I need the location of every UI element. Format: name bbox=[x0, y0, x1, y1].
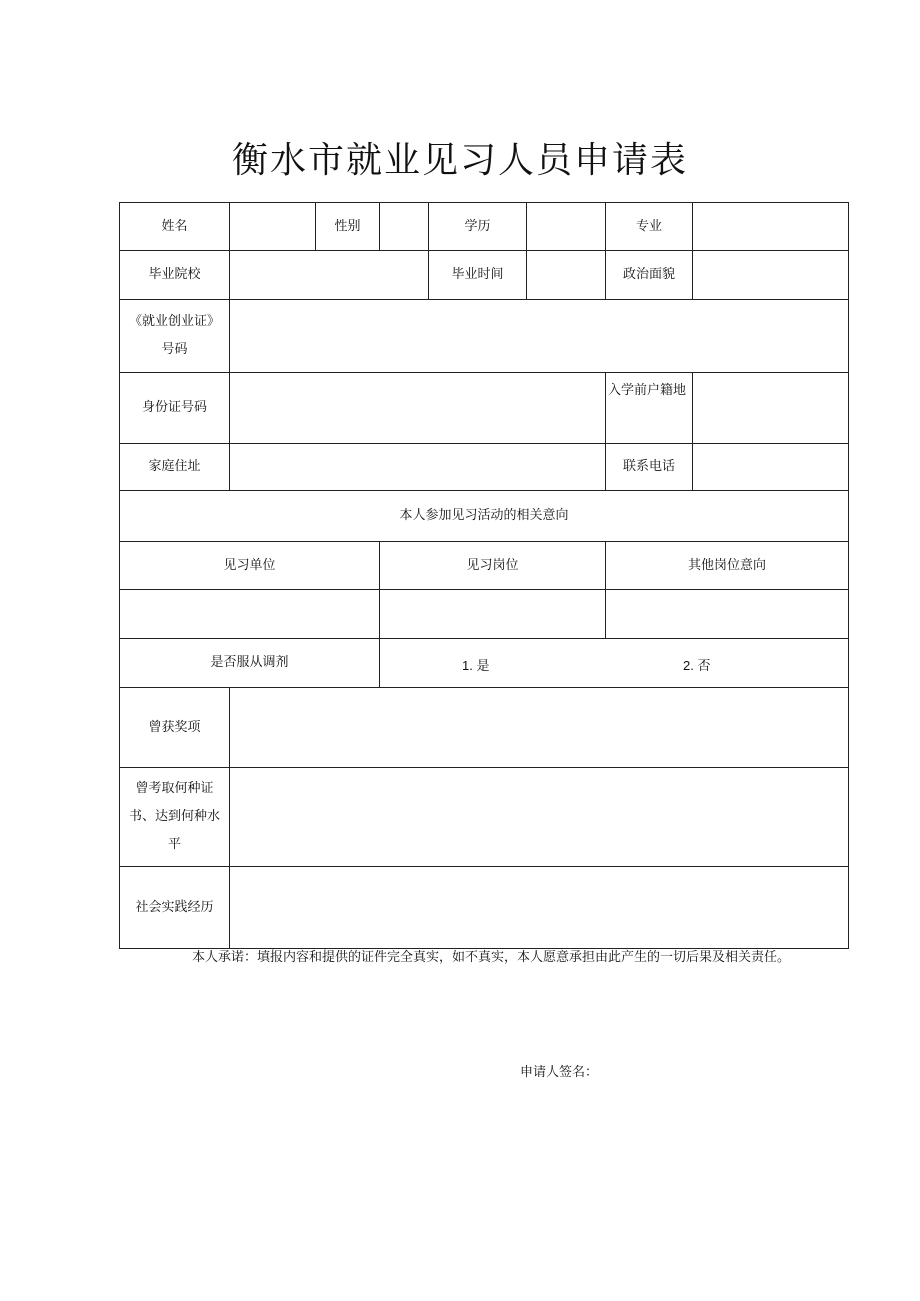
gender-field[interactable] bbox=[379, 202, 429, 251]
certificates-field[interactable] bbox=[229, 767, 849, 867]
page-title: 衡水市就业见习人员申请表 bbox=[231, 140, 688, 181]
label-major: 专业 bbox=[605, 202, 693, 251]
origin-field[interactable] bbox=[692, 372, 849, 444]
intent-header: 本人参加见习活动的相关意向 bbox=[119, 490, 849, 542]
label-post: 见习岗位 bbox=[379, 541, 606, 590]
education-field[interactable] bbox=[526, 202, 606, 251]
label-education: 学历 bbox=[428, 202, 527, 251]
label-address: 家庭住址 bbox=[119, 443, 230, 491]
adjust-option-yes[interactable]: 1. 是 bbox=[462, 658, 490, 673]
signature-label: 申请人签名： bbox=[520, 1065, 599, 1080]
label-awards: 曾获奖项 bbox=[119, 687, 230, 768]
post-field[interactable] bbox=[379, 589, 606, 639]
phone-field[interactable] bbox=[692, 443, 849, 491]
label-employment-cert-text: 《就业创业证》号码 bbox=[128, 314, 220, 357]
label-certificates bbox=[119, 767, 230, 867]
adjust-option-no[interactable]: 2. 否 bbox=[683, 658, 711, 673]
label-school: 毕业院校 bbox=[119, 250, 230, 300]
other-post-field[interactable] bbox=[605, 589, 849, 639]
label-practice: 社会实践经历 bbox=[119, 866, 230, 949]
label-adjust: 是否服从调剂 bbox=[119, 638, 380, 688]
id-number-field[interactable] bbox=[229, 372, 606, 444]
grad-time-field[interactable] bbox=[526, 250, 606, 300]
label-id-number: 身份证号码 bbox=[119, 372, 230, 444]
label-other-post: 其他岗位意向 bbox=[605, 541, 849, 590]
unit-field[interactable] bbox=[119, 589, 380, 639]
school-field[interactable] bbox=[229, 250, 429, 300]
label-certificates-text: 曾考取何种证书、达到何种水平 bbox=[128, 781, 220, 852]
label-gender: 性别 bbox=[315, 202, 380, 251]
adjust-options bbox=[379, 638, 849, 688]
label-phone: 联系电话 bbox=[605, 443, 693, 491]
awards-field[interactable] bbox=[229, 687, 849, 768]
address-field[interactable] bbox=[229, 443, 606, 491]
label-origin: 入学前户籍地 bbox=[605, 372, 693, 444]
label-unit: 见习单位 bbox=[119, 541, 380, 590]
practice-field[interactable] bbox=[229, 866, 849, 949]
name-field[interactable] bbox=[229, 202, 316, 251]
label-grad-time: 毕业时间 bbox=[428, 250, 527, 300]
label-political: 政治面貌 bbox=[605, 250, 693, 300]
label-employment-cert bbox=[119, 299, 230, 373]
political-field[interactable] bbox=[692, 250, 849, 300]
pledge-body: 本人承诺：填报内容和提供的证件完全真实，如不真实，本人愿意承担由此产生的一切后果及相关责任。 bbox=[192, 950, 791, 965]
employment-cert-field[interactable] bbox=[229, 299, 849, 373]
label-name: 姓名 bbox=[119, 202, 230, 251]
pledge-text bbox=[120, 944, 800, 972]
major-field[interactable] bbox=[692, 202, 849, 251]
